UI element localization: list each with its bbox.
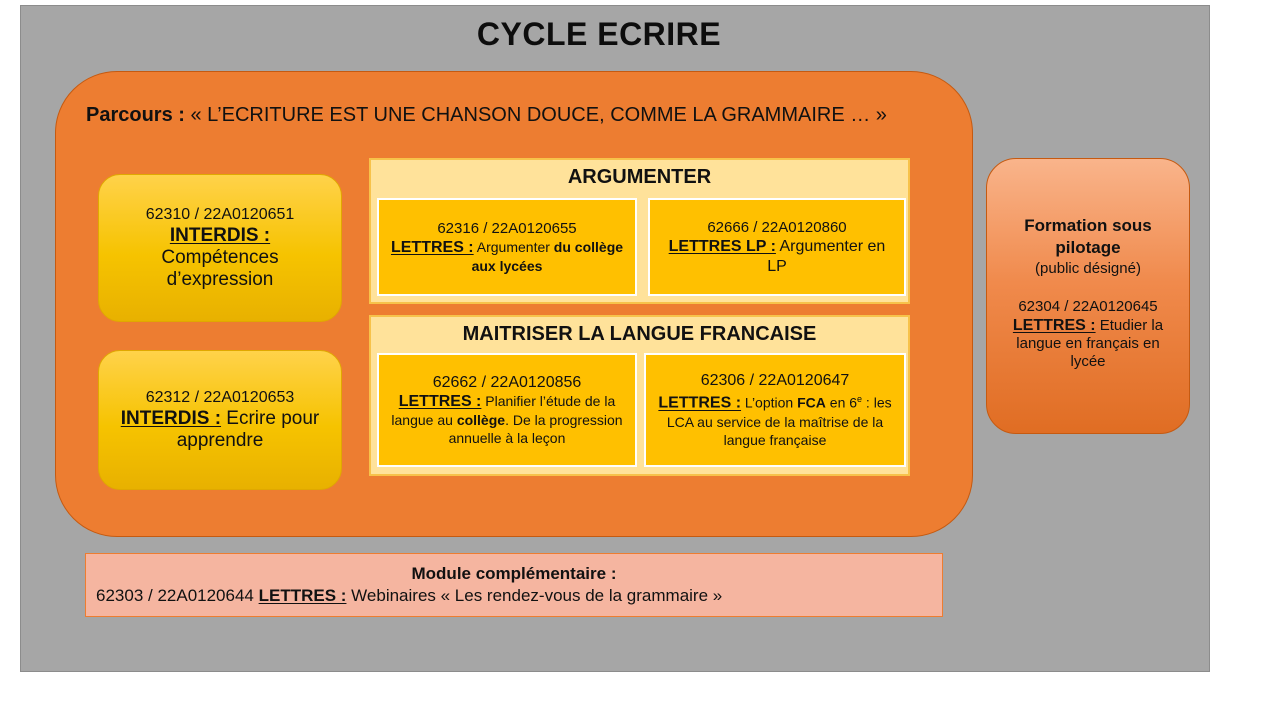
module-keyword: LETTRES :: [258, 586, 347, 605]
card-code: 62662 / 22A0120856: [432, 374, 582, 391]
module-text: [96, 586, 722, 606]
parcours-heading: [86, 104, 966, 127]
card-text: [387, 238, 627, 275]
module-description: Webinaires « Les rendez-vous de la grammaire »: [346, 586, 723, 605]
card-lettres-lp-argumenter[interactable]: [648, 198, 906, 296]
card-text-part: Argumenter en LP: [767, 237, 886, 275]
parcours-label: Parcours :: [86, 104, 185, 126]
page-title: CYCLE ECRIRE: [476, 16, 722, 52]
card-text-bold: du collège aux lycées: [471, 239, 624, 274]
card-text-bold: FCA: [797, 394, 826, 411]
section-maitriser-langue: [369, 315, 910, 476]
parcours-box: [55, 71, 973, 537]
card-text-part: Etudier la langue en français en lycée: [1016, 317, 1164, 370]
card-keyword-line: [121, 408, 319, 430]
card-lettres-argumenter[interactable]: [377, 198, 637, 296]
card-text: Compétences: [161, 247, 279, 268]
card-formation-pilotage[interactable]: [986, 158, 1190, 434]
card-code: 62316 / 22A0120655: [437, 220, 577, 237]
card-keyword: INTERDIS :: [120, 408, 222, 429]
card-text: [658, 237, 896, 277]
card-lettres-option-fca[interactable]: [644, 353, 906, 467]
card-text: [654, 390, 896, 449]
parcours-title: « L’ECRITURE EST UNE CHANSON DOUCE, COMME LA GRAMMAIRE … »: [184, 104, 887, 126]
card-keyword: INTERDIS :: [169, 225, 271, 246]
card-keyword: LETTRES :: [398, 393, 482, 410]
card-text: d’expression: [166, 269, 274, 290]
card-text: [999, 317, 1177, 371]
card-text-part: Planifier l’étude de la langue au: [391, 393, 616, 428]
module-code: 62303 / 22A0120644: [96, 586, 259, 605]
card-keyword: LETTRES LP :: [668, 237, 776, 255]
card-text-part: . De la progression annuelle à la leçon: [448, 412, 623, 446]
card-keyword: LETTRES :: [658, 394, 742, 412]
diagram-frame: [20, 5, 1210, 672]
card-code: 62310 / 22A0120651: [145, 206, 295, 223]
card-text-part: L’option: [741, 394, 798, 411]
module-complementaire[interactable]: [85, 553, 943, 617]
card-code: 62306 / 22A0120647: [700, 372, 850, 390]
section-title: ARGUMENTER: [567, 166, 712, 188]
card-interdis-ecrire[interactable]: [98, 350, 342, 490]
card-text-part: : les LCA au service de la maîtrise de la langue française: [666, 394, 892, 448]
card-code: 62312 / 22A0120653: [145, 389, 295, 406]
card-interdis-competences[interactable]: [98, 174, 342, 322]
card-keyword: LETTRES :: [390, 239, 474, 256]
card-text-sup: e: [857, 394, 863, 405]
card-code: 62666 / 22A0120860: [707, 218, 847, 236]
card-text: [387, 392, 627, 447]
section-argumenter: [369, 158, 910, 304]
card-keyword-line: [170, 225, 270, 247]
card-subtitle: (public désigné): [1035, 260, 1141, 277]
card-text-bold: collège: [456, 412, 506, 428]
card-text: apprendre: [176, 430, 264, 451]
card-code: 62304 / 22A0120645: [1018, 298, 1158, 315]
card-text: Ecrire pour: [221, 408, 320, 429]
section-title: MAITRISER LA LANGUE FRANCAISE: [462, 323, 817, 345]
module-title: Module complémentaire :: [411, 564, 617, 583]
card-text-part: en 6: [825, 394, 858, 411]
card-keyword: LETTRES :: [1012, 317, 1096, 334]
card-text-part: Argumenter: [473, 239, 554, 255]
card-title: Formation sous pilotage: [1024, 216, 1152, 257]
card-lettres-planifier[interactable]: [377, 353, 637, 467]
